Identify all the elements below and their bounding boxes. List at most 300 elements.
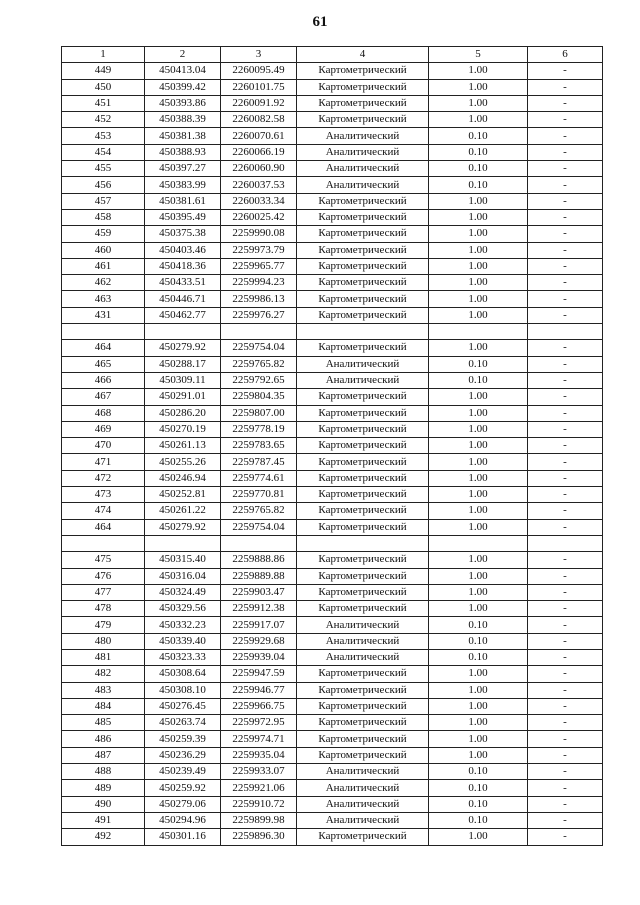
accuracy-cell: 0.10 xyxy=(429,144,528,160)
x-coordinate-cell: 450261.13 xyxy=(145,438,221,454)
x-coordinate-cell xyxy=(145,324,221,340)
point-number-cell: 485 xyxy=(62,715,145,731)
y-coordinate-cell: 2260066.19 xyxy=(221,144,297,160)
accuracy-cell: 1.00 xyxy=(429,258,528,274)
note-cell: - xyxy=(528,258,603,274)
table-row xyxy=(62,307,603,323)
table-row xyxy=(62,438,603,454)
point-number-cell: 476 xyxy=(62,568,145,584)
point-number-cell: 431 xyxy=(62,307,145,323)
method-cell: Картометрический xyxy=(297,731,429,747)
table-row xyxy=(62,209,603,225)
accuracy-cell: 1.00 xyxy=(429,568,528,584)
accuracy-cell: 1.00 xyxy=(429,519,528,535)
x-coordinate-cell: 450388.39 xyxy=(145,112,221,128)
point-number-cell: 461 xyxy=(62,258,145,274)
note-cell: - xyxy=(528,63,603,79)
method-cell: Картометрический xyxy=(297,584,429,600)
table-body xyxy=(62,63,603,845)
method-cell: Аналитический xyxy=(297,161,429,177)
x-coordinate-cell: 450323.33 xyxy=(145,649,221,665)
point-number-cell: 452 xyxy=(62,112,145,128)
method-cell: Аналитический xyxy=(297,356,429,372)
accuracy-cell: 1.00 xyxy=(429,698,528,714)
y-coordinate-cell: 2259899.98 xyxy=(221,812,297,828)
x-coordinate-cell: 450276.45 xyxy=(145,698,221,714)
table-row xyxy=(62,666,603,682)
point-number-cell: 462 xyxy=(62,275,145,291)
y-coordinate-cell: 2259974.71 xyxy=(221,731,297,747)
table-row xyxy=(62,340,603,356)
note-cell: - xyxy=(528,421,603,437)
accuracy-cell: 1.00 xyxy=(429,682,528,698)
point-number-cell: 478 xyxy=(62,601,145,617)
column-header: 5 xyxy=(429,47,528,63)
y-coordinate-cell: 2259754.04 xyxy=(221,519,297,535)
table-row xyxy=(62,682,603,698)
note-cell: - xyxy=(528,79,603,95)
table-row xyxy=(62,63,603,79)
point-number-cell: 473 xyxy=(62,487,145,503)
accuracy-cell: 0.10 xyxy=(429,161,528,177)
point-number-cell: 457 xyxy=(62,193,145,209)
table-row xyxy=(62,112,603,128)
table-row xyxy=(62,128,603,144)
y-coordinate-cell: 2259986.13 xyxy=(221,291,297,307)
y-coordinate-cell: 2259783.65 xyxy=(221,438,297,454)
y-coordinate-cell: 2259787.45 xyxy=(221,454,297,470)
accuracy-cell: 1.00 xyxy=(429,242,528,258)
accuracy-cell: 1.00 xyxy=(429,454,528,470)
x-coordinate-cell: 450332.23 xyxy=(145,617,221,633)
point-number-cell: 451 xyxy=(62,95,145,111)
method-cell: Картометрический xyxy=(297,275,429,291)
table-row xyxy=(62,503,603,519)
column-header: 2 xyxy=(145,47,221,63)
note-cell: - xyxy=(528,275,603,291)
note-cell: - xyxy=(528,633,603,649)
table-row xyxy=(62,405,603,421)
accuracy-cell: 1.00 xyxy=(429,503,528,519)
x-coordinate-cell: 450308.10 xyxy=(145,682,221,698)
point-number-cell: 483 xyxy=(62,682,145,698)
column-header: 4 xyxy=(297,47,429,63)
accuracy-cell: 1.00 xyxy=(429,291,528,307)
accuracy-cell: 0.10 xyxy=(429,356,528,372)
accuracy-cell: 0.10 xyxy=(429,812,528,828)
point-number-cell: 480 xyxy=(62,633,145,649)
note-cell: - xyxy=(528,389,603,405)
table-row xyxy=(62,584,603,600)
table-row xyxy=(62,226,603,242)
method-cell: Картометрический xyxy=(297,454,429,470)
method-cell: Аналитический xyxy=(297,812,429,828)
x-coordinate-cell: 450316.04 xyxy=(145,568,221,584)
note-cell: - xyxy=(528,601,603,617)
table-row xyxy=(62,161,603,177)
y-coordinate-cell: 2260037.53 xyxy=(221,177,297,193)
method-cell: Картометрический xyxy=(297,519,429,535)
y-coordinate-cell: 2259939.04 xyxy=(221,649,297,665)
y-coordinate-cell: 2259774.61 xyxy=(221,470,297,486)
method-cell: Аналитический xyxy=(297,633,429,649)
accuracy-cell: 1.00 xyxy=(429,112,528,128)
x-coordinate-cell: 450239.49 xyxy=(145,764,221,780)
x-coordinate-cell: 450279.06 xyxy=(145,796,221,812)
method-cell: Картометрический xyxy=(297,307,429,323)
x-coordinate-cell: 450294.96 xyxy=(145,812,221,828)
method-cell: Аналитический xyxy=(297,177,429,193)
note-cell: - xyxy=(528,356,603,372)
table-row xyxy=(62,812,603,828)
point-number-cell: 479 xyxy=(62,617,145,633)
method-cell: Картометрический xyxy=(297,405,429,421)
x-coordinate-cell: 450259.39 xyxy=(145,731,221,747)
table-row xyxy=(62,698,603,714)
x-coordinate-cell: 450324.49 xyxy=(145,584,221,600)
note-cell: - xyxy=(528,470,603,486)
x-coordinate-cell: 450236.29 xyxy=(145,747,221,763)
note-cell: - xyxy=(528,764,603,780)
x-coordinate-cell: 450393.86 xyxy=(145,95,221,111)
accuracy-cell: 1.00 xyxy=(429,389,528,405)
note-cell: - xyxy=(528,649,603,665)
accuracy-cell: 1.00 xyxy=(429,584,528,600)
point-number-cell: 454 xyxy=(62,144,145,160)
y-coordinate-cell: 2260091.92 xyxy=(221,95,297,111)
table-row xyxy=(62,454,603,470)
point-number-cell: 487 xyxy=(62,747,145,763)
method-cell: Картометрический xyxy=(297,747,429,763)
table-row xyxy=(62,617,603,633)
column-header: 1 xyxy=(62,47,145,63)
y-coordinate-cell xyxy=(221,535,297,551)
table-row xyxy=(62,649,603,665)
method-cell: Картометрический xyxy=(297,552,429,568)
table-row xyxy=(62,633,603,649)
note-cell: - xyxy=(528,226,603,242)
method-cell: Картометрический xyxy=(297,421,429,437)
note-cell: - xyxy=(528,796,603,812)
table-row xyxy=(62,421,603,437)
note-cell: - xyxy=(528,95,603,111)
method-cell: Картометрический xyxy=(297,112,429,128)
accuracy-cell: 1.00 xyxy=(429,63,528,79)
method-cell: Картометрический xyxy=(297,601,429,617)
y-coordinate-cell: 2259929.68 xyxy=(221,633,297,649)
y-coordinate-cell: 2259917.07 xyxy=(221,617,297,633)
note-cell: - xyxy=(528,307,603,323)
method-cell: Картометрический xyxy=(297,470,429,486)
accuracy-cell: 1.00 xyxy=(429,747,528,763)
column-header: 6 xyxy=(528,47,603,63)
note-cell: - xyxy=(528,487,603,503)
note-cell: - xyxy=(528,372,603,388)
note-cell: - xyxy=(528,340,603,356)
point-number-cell: 449 xyxy=(62,63,145,79)
accuracy-cell: 1.00 xyxy=(429,438,528,454)
point-number-cell: 492 xyxy=(62,829,145,845)
y-coordinate-cell: 2259792.65 xyxy=(221,372,297,388)
method-cell: Картометрический xyxy=(297,63,429,79)
note-cell: - xyxy=(528,617,603,633)
method-cell: Картометрический xyxy=(297,829,429,845)
point-number-cell: 456 xyxy=(62,177,145,193)
y-coordinate-cell: 2259994.23 xyxy=(221,275,297,291)
accuracy-cell: 1.00 xyxy=(429,601,528,617)
method-cell: Картометрический xyxy=(297,226,429,242)
method-cell: Картометрический xyxy=(297,438,429,454)
note-cell: - xyxy=(528,552,603,568)
accuracy-cell: 0.10 xyxy=(429,780,528,796)
table-row xyxy=(62,715,603,731)
y-coordinate-cell: 2259933.07 xyxy=(221,764,297,780)
method-cell: Картометрический xyxy=(297,209,429,225)
point-number-cell: 453 xyxy=(62,128,145,144)
table-header-row xyxy=(62,47,603,63)
y-coordinate-cell: 2259889.88 xyxy=(221,568,297,584)
note-cell: - xyxy=(528,112,603,128)
x-coordinate-cell: 450375.38 xyxy=(145,226,221,242)
y-coordinate-cell: 2259935.04 xyxy=(221,747,297,763)
accuracy-cell: 1.00 xyxy=(429,405,528,421)
accuracy-cell: 0.10 xyxy=(429,177,528,193)
method-cell: Картометрический xyxy=(297,666,429,682)
method-cell: Картометрический xyxy=(297,568,429,584)
accuracy-cell: 1.00 xyxy=(429,552,528,568)
x-coordinate-cell: 450286.20 xyxy=(145,405,221,421)
table-row xyxy=(62,519,603,535)
point-number-cell: 489 xyxy=(62,780,145,796)
method-cell: Аналитический xyxy=(297,617,429,633)
x-coordinate-cell: 450315.40 xyxy=(145,552,221,568)
point-number-cell xyxy=(62,324,145,340)
accuracy-cell: 0.10 xyxy=(429,633,528,649)
method-cell: Аналитический xyxy=(297,649,429,665)
y-coordinate-cell: 2259807.00 xyxy=(221,405,297,421)
y-coordinate-cell: 2259972.95 xyxy=(221,715,297,731)
table-row xyxy=(62,747,603,763)
table-row xyxy=(62,95,603,111)
note-cell: - xyxy=(528,731,603,747)
method-cell xyxy=(297,324,429,340)
y-coordinate-cell: 2259910.72 xyxy=(221,796,297,812)
accuracy-cell: 1.00 xyxy=(429,275,528,291)
accuracy-cell: 1.00 xyxy=(429,715,528,731)
method-cell: Аналитический xyxy=(297,128,429,144)
x-coordinate-cell: 450263.74 xyxy=(145,715,221,731)
accuracy-cell: 0.10 xyxy=(429,764,528,780)
point-number-cell: 460 xyxy=(62,242,145,258)
point-number-cell: 481 xyxy=(62,649,145,665)
y-coordinate-cell: 2260070.61 xyxy=(221,128,297,144)
y-coordinate-cell: 2259765.82 xyxy=(221,503,297,519)
table-row xyxy=(62,764,603,780)
point-number-cell: 472 xyxy=(62,470,145,486)
accuracy-cell: 1.00 xyxy=(429,487,528,503)
y-coordinate-cell: 2259912.38 xyxy=(221,601,297,617)
table-row xyxy=(62,487,603,503)
note-cell xyxy=(528,535,603,551)
accuracy-cell: 1.00 xyxy=(429,340,528,356)
accuracy-cell: 1.00 xyxy=(429,666,528,682)
page-number: 61 xyxy=(312,14,328,30)
point-number-cell: 465 xyxy=(62,356,145,372)
note-cell: - xyxy=(528,161,603,177)
table-row xyxy=(62,552,603,568)
method-cell: Картометрический xyxy=(297,291,429,307)
point-number-cell: 475 xyxy=(62,552,145,568)
accuracy-cell: 0.10 xyxy=(429,649,528,665)
table-row xyxy=(62,470,603,486)
y-coordinate-cell: 2259947.59 xyxy=(221,666,297,682)
x-coordinate-cell: 450288.17 xyxy=(145,356,221,372)
table-row xyxy=(62,389,603,405)
point-number-cell: 463 xyxy=(62,291,145,307)
accuracy-cell: 1.00 xyxy=(429,829,528,845)
method-cell: Картометрический xyxy=(297,487,429,503)
table-row xyxy=(62,193,603,209)
y-coordinate-cell: 2259973.79 xyxy=(221,242,297,258)
method-cell: Аналитический xyxy=(297,144,429,160)
table-row xyxy=(62,356,603,372)
x-coordinate-cell: 450309.11 xyxy=(145,372,221,388)
y-coordinate-cell: 2259966.75 xyxy=(221,698,297,714)
y-coordinate-cell: 2260033.34 xyxy=(221,193,297,209)
note-cell: - xyxy=(528,747,603,763)
method-cell: Аналитический xyxy=(297,796,429,812)
note-cell: - xyxy=(528,812,603,828)
point-number-cell: 488 xyxy=(62,764,145,780)
x-coordinate-cell: 450399.42 xyxy=(145,79,221,95)
note-cell: - xyxy=(528,144,603,160)
table-row xyxy=(62,372,603,388)
y-coordinate-cell: 2259903.47 xyxy=(221,584,297,600)
x-coordinate-cell: 450270.19 xyxy=(145,421,221,437)
method-cell: Картометрический xyxy=(297,389,429,405)
table-row xyxy=(62,177,603,193)
x-coordinate-cell: 450395.49 xyxy=(145,209,221,225)
point-number-cell: 450 xyxy=(62,79,145,95)
method-cell: Картометрический xyxy=(297,698,429,714)
y-coordinate-cell: 2259804.35 xyxy=(221,389,297,405)
y-coordinate-cell: 2260101.75 xyxy=(221,79,297,95)
accuracy-cell: 1.00 xyxy=(429,95,528,111)
x-coordinate-cell: 450413.04 xyxy=(145,63,221,79)
point-number-cell: 467 xyxy=(62,389,145,405)
y-coordinate-cell: 2259778.19 xyxy=(221,421,297,437)
y-coordinate-cell: 2260082.58 xyxy=(221,112,297,128)
separator-row xyxy=(62,535,603,551)
table-row xyxy=(62,601,603,617)
x-coordinate-cell: 450279.92 xyxy=(145,519,221,535)
method-cell xyxy=(297,535,429,551)
point-number-cell: 471 xyxy=(62,454,145,470)
x-coordinate-cell: 450462.77 xyxy=(145,307,221,323)
note-cell: - xyxy=(528,291,603,307)
accuracy-cell: 0.10 xyxy=(429,372,528,388)
point-number-cell: 468 xyxy=(62,405,145,421)
x-coordinate-cell: 450291.01 xyxy=(145,389,221,405)
y-coordinate-cell: 2259946.77 xyxy=(221,682,297,698)
point-number-cell: 455 xyxy=(62,161,145,177)
point-number-cell: 484 xyxy=(62,698,145,714)
table-row xyxy=(62,829,603,845)
table-row xyxy=(62,242,603,258)
coordinates-table xyxy=(61,46,603,846)
table-row xyxy=(62,258,603,274)
y-coordinate-cell: 2259965.77 xyxy=(221,258,297,274)
accuracy-cell: 1.00 xyxy=(429,193,528,209)
point-number-cell: 464 xyxy=(62,519,145,535)
method-cell: Картометрический xyxy=(297,503,429,519)
y-coordinate-cell: 2260095.49 xyxy=(221,63,297,79)
y-coordinate-cell: 2259990.08 xyxy=(221,226,297,242)
accuracy-cell: 1.00 xyxy=(429,209,528,225)
y-coordinate-cell: 2259921.06 xyxy=(221,780,297,796)
accuracy-cell: 1.00 xyxy=(429,421,528,437)
point-number-cell: 464 xyxy=(62,340,145,356)
accuracy-cell: 1.00 xyxy=(429,731,528,747)
note-cell: - xyxy=(528,242,603,258)
note-cell: - xyxy=(528,438,603,454)
method-cell: Картометрический xyxy=(297,682,429,698)
x-coordinate-cell: 450381.38 xyxy=(145,128,221,144)
method-cell: Картометрический xyxy=(297,193,429,209)
note-cell: - xyxy=(528,193,603,209)
column-header: 3 xyxy=(221,47,297,63)
note-cell: - xyxy=(528,177,603,193)
x-coordinate-cell: 450383.99 xyxy=(145,177,221,193)
point-number-cell: 469 xyxy=(62,421,145,437)
accuracy-cell: 1.00 xyxy=(429,226,528,242)
note-cell: - xyxy=(528,780,603,796)
point-number-cell: 482 xyxy=(62,666,145,682)
accuracy-cell: 0.10 xyxy=(429,128,528,144)
method-cell: Картометрический xyxy=(297,242,429,258)
table-row xyxy=(62,568,603,584)
x-coordinate-cell: 450301.16 xyxy=(145,829,221,845)
note-cell: - xyxy=(528,666,603,682)
method-cell: Картометрический xyxy=(297,79,429,95)
separator-row xyxy=(62,324,603,340)
x-coordinate-cell: 450255.26 xyxy=(145,454,221,470)
table-row xyxy=(62,780,603,796)
y-coordinate-cell: 2259754.04 xyxy=(221,340,297,356)
note-cell: - xyxy=(528,584,603,600)
point-number-cell: 474 xyxy=(62,503,145,519)
x-coordinate-cell: 450259.92 xyxy=(145,780,221,796)
note-cell: - xyxy=(528,209,603,225)
method-cell: Аналитический xyxy=(297,764,429,780)
method-cell: Аналитический xyxy=(297,372,429,388)
point-number-cell: 459 xyxy=(62,226,145,242)
x-coordinate-cell: 450329.56 xyxy=(145,601,221,617)
x-coordinate-cell: 450433.51 xyxy=(145,275,221,291)
method-cell: Картометрический xyxy=(297,258,429,274)
y-coordinate-cell xyxy=(221,324,297,340)
table-row xyxy=(62,79,603,95)
accuracy-cell: 0.10 xyxy=(429,617,528,633)
note-cell: - xyxy=(528,454,603,470)
x-coordinate-cell: 450381.61 xyxy=(145,193,221,209)
table-row xyxy=(62,144,603,160)
point-number-cell xyxy=(62,535,145,551)
point-number-cell: 458 xyxy=(62,209,145,225)
point-number-cell: 477 xyxy=(62,584,145,600)
method-cell: Аналитический xyxy=(297,780,429,796)
point-number-cell: 470 xyxy=(62,438,145,454)
